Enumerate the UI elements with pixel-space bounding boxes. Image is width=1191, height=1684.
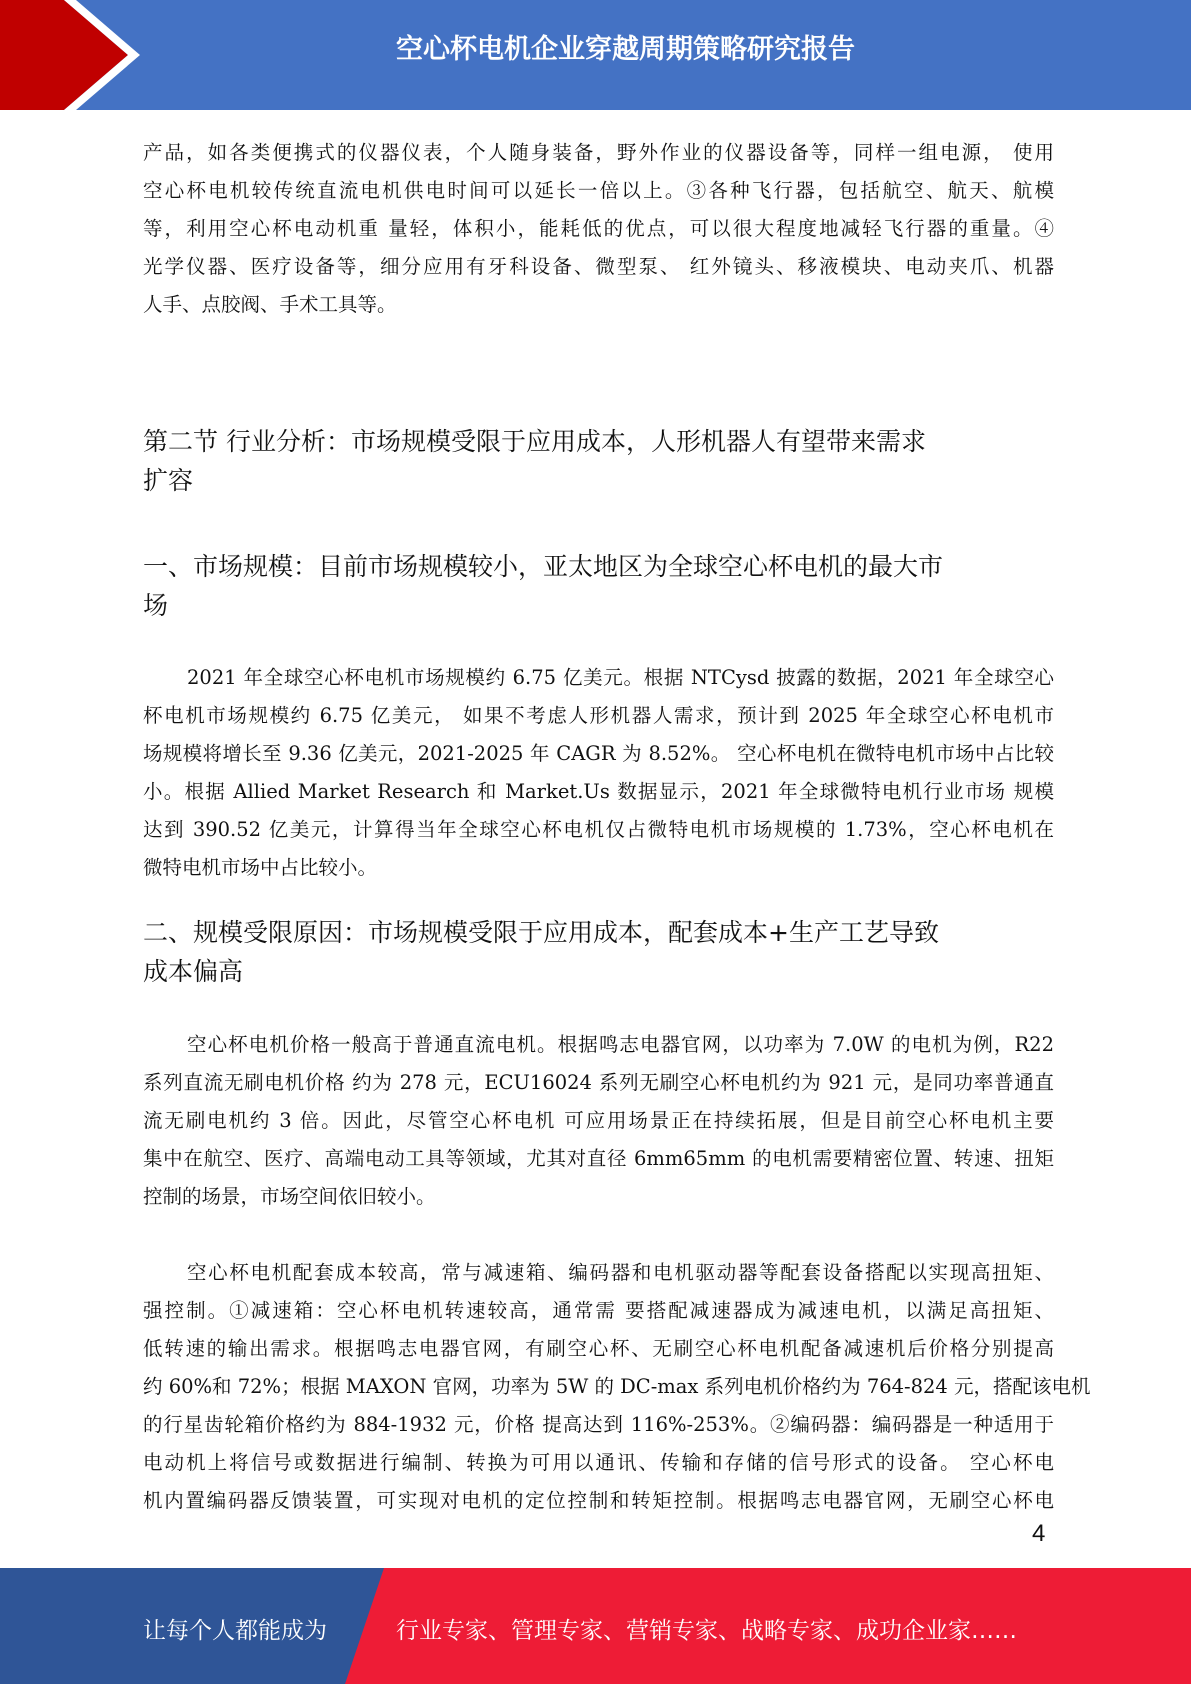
text-line: 系列直流无刷电机价格 约为 278 元，ECU16024 系列无刷空心杯电机约为 921 元，是同功率普通直 (143, 1071, 1054, 1094)
text-line: 约 60%和 72%；根据 MAXON 官网，功率为 5W 的 DC-max 系列电机价格约为 764-824 元，搭配该电机 (143, 1375, 1091, 1398)
text-line: 场规模将增长至 9.36 亿美元，2021-2025 年 CAGR 为 8.52%。 空心杯电机在微特电机市场中占比较 (143, 742, 1054, 765)
page-header (0, 0, 1191, 110)
text-line: 低转速的输出需求。根据鸣志电器官网，有刷空心杯、无刷空心杯电机配备减速机后价格分别提高 (143, 1337, 1054, 1360)
text-line: 达到 390.52 亿美元，计算得当年全球空心杯电机仅占微特电机市场规模的 1.73%，空心杯电机在 (143, 818, 1054, 841)
footer-slogan-right: 行业专家、管理专家、营销专家、战略专家、成功企业家…… (396, 1618, 1017, 1644)
text-line: 小。根据 Allied Market Research 和 Market.Us 数据显示，2021 年全球微特电机行业市场 规模 (143, 780, 1054, 803)
text-line: 机内置编码器反馈装置，可实现对电机的定位控制和转矩控制。根据鸣志电器官网，无刷空心杯电 (143, 1489, 1054, 1512)
text-line: 空心杯电机配套成本较高，常与减速箱、编码器和电机驱动器等配套设备搭配以实现高扭矩、 (187, 1261, 1054, 1284)
text-line: 产品，如各类便携式的仪器仪表，个人随身装备，野外作业的仪器设备等，同样一组电源， 使用 (143, 141, 1054, 164)
text-line: 控制的场景，市场空间依旧较小。 (143, 1185, 436, 1208)
text-line: 2021 年全球空心杯电机市场规模约 6.75 亿美元。根据 NTCysd 披露的数据，2021 年全球空心 (187, 666, 1054, 689)
text-line: 微特电机市场中占比较小。 (143, 856, 378, 879)
text-line: 光学仪器、医疗设备等，细分应用有牙科设备、微型泵、 红外镜头、移液模块、电动夹爪、机器 (143, 255, 1054, 278)
heading-line: 一、市场规模：目前市场规模较小，亚太地区为全球空心杯电机的最大市 (143, 552, 944, 581)
report-title: 空心杯电机企业穿越周期策略研究报告 (396, 34, 855, 65)
text-line: 流无刷电机约 3 倍。因此，尽管空心杯电机 可应用场景正在持续拓展，但是目前空心杯电机主要 (143, 1109, 1054, 1132)
text-line: 集中在航空、医疗、高端电动工具等领域，尤其对直径 6mm65mm 的电机需要精密位置、转速、扭矩 (143, 1147, 1054, 1170)
subsection-heading-market-size (143, 547, 1054, 625)
text-line: 杯电机市场规模约 6.75 亿美元， 如果不考虑人形机器人需求，预计到 2025 年全球空心杯电机市 (143, 704, 1054, 727)
heading-line: 扩容 (143, 466, 194, 495)
page-number: 4 (1032, 1520, 1046, 1547)
paragraph-supporting-cost (143, 1254, 1091, 1520)
section-heading (143, 422, 1054, 500)
text-line: 空心杯电机价格一般高于普通直流电机。根据鸣志电器官网，以功率为 7.0W 的电机为例，R22 (187, 1033, 1054, 1056)
text-line: 的行星齿轮箱价格约为 884-1932 元，价格 提高达到 116%-253%。②编码器：编码器是一种适用于 (143, 1413, 1054, 1436)
heading-line: 第二节 行业分析：市场规模受限于应用成本，人形机器人有望带来需求 (143, 427, 926, 456)
text-line: 人手、点胶阀、手术工具等。 (143, 293, 397, 316)
heading-line: 场 (143, 591, 169, 620)
footer-slogan-left: 让每个人都能成为 (143, 1618, 327, 1644)
subsection-heading-cost-limits (143, 913, 1054, 991)
heading-line: 二、规模受限原因：市场规模受限于应用成本，配套成本+生产工艺导致 (143, 918, 939, 947)
text-line: 强控制。①减速箱：空心杯电机转速较高，通常需 要搭配减速器成为减速电机，以满足高扭矩、 (143, 1299, 1054, 1322)
text-line: 空心杯电机较传统直流电机供电时间可以延长一倍以上。③各种飞行器，包括航空、航天、航模 (143, 179, 1054, 202)
heading-line: 成本偏高 (143, 957, 244, 986)
text-line: 等，利用空心杯电动机重 量轻，体积小，能耗低的优点，可以很大程度地减轻飞行器的重量。④ (143, 217, 1054, 240)
paragraph-price (143, 1026, 1054, 1216)
paragraph-market-size (143, 659, 1054, 887)
text-line: 电动机上将信号或数据进行编制、转换为可用以通讯、传输和存储的信号形式的设备。 空心杯电 (143, 1451, 1054, 1474)
paragraph-applications (143, 134, 1054, 324)
